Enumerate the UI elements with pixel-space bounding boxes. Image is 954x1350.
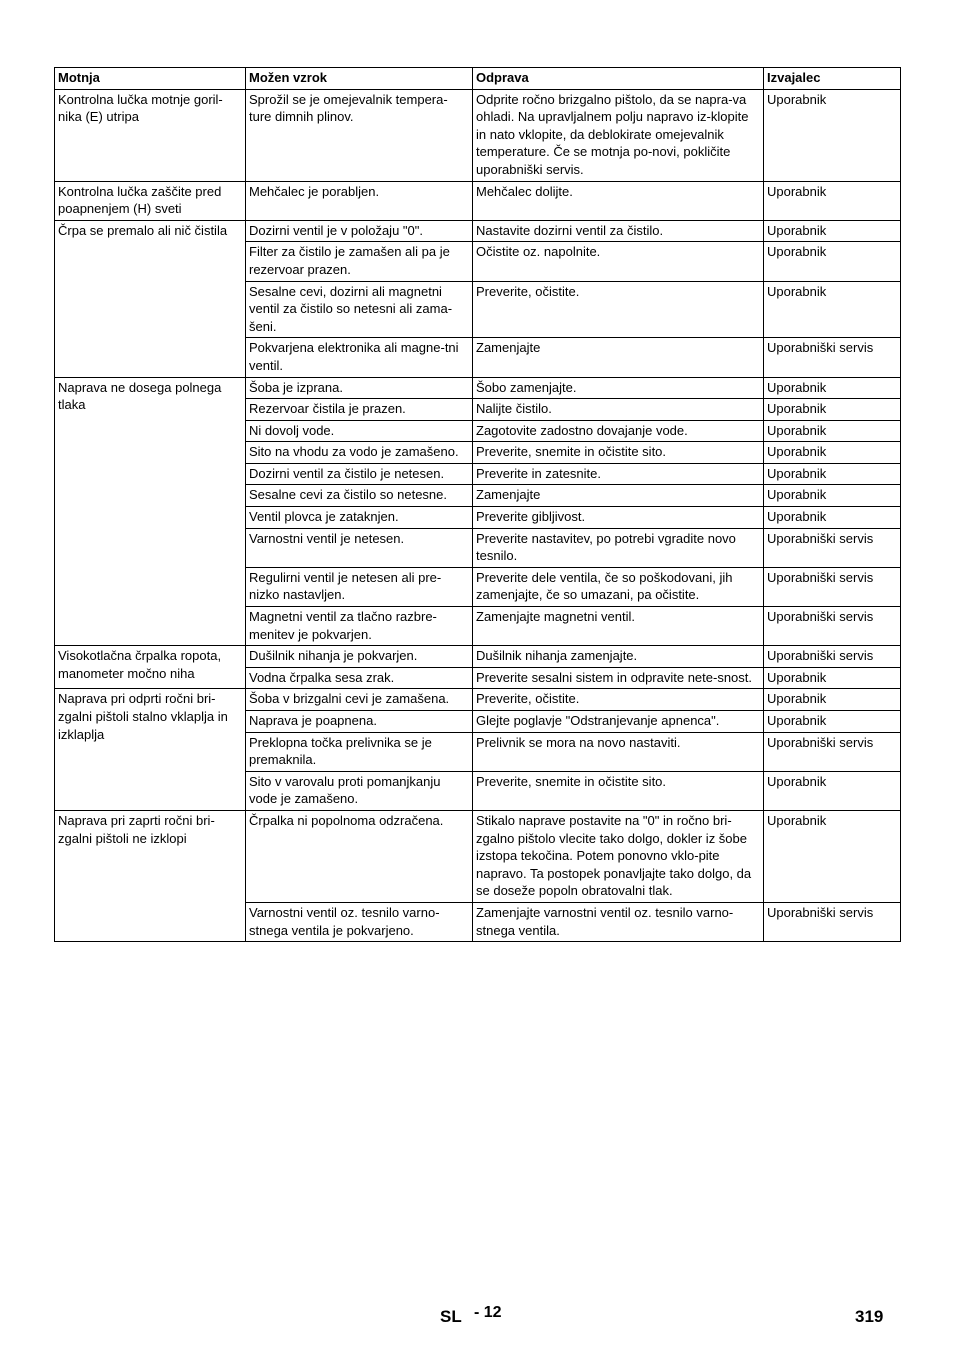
performed-by-cell: Uporabniški servis bbox=[764, 646, 901, 668]
cause-cell: Sprožil se je omejevalnik tempera-ture dimnih plinov. bbox=[246, 89, 473, 181]
cause-cell: Regulirni ventil je netesen ali pre-nizko nastavljen. bbox=[246, 567, 473, 606]
cause-cell: Ni dovolj vode. bbox=[246, 420, 473, 442]
symptom-cell: Kontrolna lučka motnje goril-nika (E) utripa bbox=[55, 89, 246, 181]
table-body bbox=[55, 89, 901, 942]
troubleshooting-table bbox=[54, 67, 901, 942]
performed-by-cell: Uporabnik bbox=[764, 89, 901, 181]
remedy-cell: Preverite sesalni sistem in odpravite nete-snost. bbox=[473, 667, 764, 689]
remedy-cell: Zamenjajte bbox=[473, 485, 764, 507]
performed-by-cell: Uporabnik bbox=[764, 507, 901, 529]
remedy-cell: Preverite gibljivost. bbox=[473, 507, 764, 529]
remedy-cell: Preverite, očistite. bbox=[473, 281, 764, 338]
cause-cell: Magnetni ventil za tlačno razbre-menitev je pokvarjen. bbox=[246, 607, 473, 646]
header-cause: Možen vzrok bbox=[246, 68, 473, 90]
header-remedy: Odprava bbox=[473, 68, 764, 90]
remedy-cell: Zagotovite zadostno dovajanje vode. bbox=[473, 420, 764, 442]
symptom-cell: Naprava ne dosega polnega tlaka bbox=[55, 377, 246, 646]
cause-cell: Šoba je izprana. bbox=[246, 377, 473, 399]
table-row bbox=[55, 377, 901, 399]
performed-by-cell: Uporabniški servis bbox=[764, 732, 901, 771]
cause-cell: Mehčalec je porabljen. bbox=[246, 181, 473, 220]
cause-cell: Sito na vhodu za vodo je zamašeno. bbox=[246, 442, 473, 464]
performed-by-cell: Uporabniški servis bbox=[764, 338, 901, 377]
cause-cell: Šoba v brizgalni cevi je zamašena. bbox=[246, 689, 473, 711]
remedy-cell: Nalijte čistilo. bbox=[473, 399, 764, 421]
symptom-cell: Naprava pri zaprti ročni bri-zgalni pištoli ne izklopi bbox=[55, 810, 246, 941]
cause-cell: Varnostni ventil oz. tesnilo varno-stnega ventila je pokvarjeno. bbox=[246, 902, 473, 941]
cause-cell: Ventil plovca je zataknjen. bbox=[246, 507, 473, 529]
table-row bbox=[55, 646, 901, 668]
remedy-cell: Očistite oz. napolnite. bbox=[473, 242, 764, 281]
cause-cell: Varnostni ventil je netesen. bbox=[246, 528, 473, 567]
remedy-cell: Zamenjajte bbox=[473, 338, 764, 377]
remedy-cell: Glejte poglavje "Odstranjevanje apnenca". bbox=[473, 711, 764, 733]
symptom-cell: Črpa se premalo ali nič čistila bbox=[55, 220, 246, 377]
cause-cell: Dušilnik nihanja je pokvarjen. bbox=[246, 646, 473, 668]
performed-by-cell: Uporabnik bbox=[764, 689, 901, 711]
cause-cell: Črpalka ni popolnoma odzračena. bbox=[246, 810, 473, 902]
performed-by-cell: Uporabnik bbox=[764, 242, 901, 281]
cause-cell: Sito v varovalu proti pomanjkanju vode je zamašeno. bbox=[246, 771, 473, 810]
remedy-cell: Odprite ročno brizgalno pištolo, da se napra-va ohladi. Na upravljalnem polju napravo iz-klopite in nato vklopite, da deblokirate omejevalnik temperature. Če se motnja po-novi, pokličite uporabniški servis. bbox=[473, 89, 764, 181]
cause-cell: Naprava je poapnena. bbox=[246, 711, 473, 733]
remedy-cell: Šobo zamenjajte. bbox=[473, 377, 764, 399]
performed-by-cell: Uporabnik bbox=[764, 771, 901, 810]
performed-by-cell: Uporabnik bbox=[764, 181, 901, 220]
remedy-cell: Preverite, snemite in očistite sito. bbox=[473, 771, 764, 810]
performed-by-cell: Uporabnik bbox=[764, 711, 901, 733]
table-row bbox=[55, 181, 901, 220]
performed-by-cell: Uporabnik bbox=[764, 420, 901, 442]
performed-by-cell: Uporabnik bbox=[764, 810, 901, 902]
remedy-cell: Stikalo naprave postavite na "0" in ročno bri-zgalno pištolo vlecite tako dolgo, dokler iz šobe izstopa tekočina. Potem ponovno vklo-pite napravo. Ta postopek ponavljajte tako dolgo, da se doseže popoln obratovalni tlak. bbox=[473, 810, 764, 902]
cause-cell: Vodna črpalka sesa zrak. bbox=[246, 667, 473, 689]
cause-cell: Rezervoar čistila je prazen. bbox=[246, 399, 473, 421]
symptom-cell: Kontrolna lučka zaščite pred poapnenjem (H) sveti bbox=[55, 181, 246, 220]
header-performed-by: Izvajalec bbox=[764, 68, 901, 90]
cause-cell: Pokvarjena elektronika ali magne-tni ventil. bbox=[246, 338, 473, 377]
table-row bbox=[55, 689, 901, 711]
performed-by-cell: Uporabniški servis bbox=[764, 607, 901, 646]
header-row bbox=[55, 68, 901, 90]
cause-cell: Dozirni ventil za čistilo je netesen. bbox=[246, 463, 473, 485]
header-symptom: Motnja bbox=[55, 68, 246, 90]
symptom-cell: Visokotlačna črpalka ropota, manometer močno niha bbox=[55, 646, 246, 689]
performed-by-cell: Uporabniški servis bbox=[764, 567, 901, 606]
performed-by-cell: Uporabnik bbox=[764, 377, 901, 399]
performed-by-cell: Uporabnik bbox=[764, 281, 901, 338]
remedy-cell: Zamenjajte varnostni ventil oz. tesnilo varno-stnega ventila. bbox=[473, 902, 764, 941]
performed-by-cell: Uporabniški servis bbox=[764, 902, 901, 941]
remedy-cell: Preverite dele ventila, če so poškodovani, jih zamenjajte, če so umazani, pa očistite. bbox=[473, 567, 764, 606]
remedy-cell: Preverite, snemite in očistite sito. bbox=[473, 442, 764, 464]
remedy-cell: Prelivnik se mora na novo nastaviti. bbox=[473, 732, 764, 771]
symptom-cell: Naprava pri odprti ročni bri-zgalni pištoli stalno vklaplja in izklaplja bbox=[55, 689, 246, 811]
table-header bbox=[55, 68, 901, 90]
page-number: 319 bbox=[855, 1307, 884, 1326]
cause-cell: Sesalne cevi, dozirni ali magnetni ventil za čistilo so netesni ali zama-šeni. bbox=[246, 281, 473, 338]
cause-cell: Filter za čistilo je zamašen ali pa je rezervoar prazen. bbox=[246, 242, 473, 281]
performed-by-cell: Uporabnik bbox=[764, 485, 901, 507]
table-row bbox=[55, 220, 901, 242]
remedy-cell: Zamenjajte magnetni ventil. bbox=[473, 607, 764, 646]
cause-cell: Preklopna točka prelivnika se je premaknila. bbox=[246, 732, 473, 771]
performed-by-cell: Uporabnik bbox=[764, 399, 901, 421]
performed-by-cell: Uporabniški servis bbox=[764, 528, 901, 567]
performed-by-cell: Uporabnik bbox=[764, 442, 901, 464]
remedy-cell: Mehčalec dolijte. bbox=[473, 181, 764, 220]
remedy-cell: Dušilnik nihanja zamenjajte. bbox=[473, 646, 764, 668]
cause-cell: Dozirni ventil je v položaju "0". bbox=[246, 220, 473, 242]
language-code: SL bbox=[440, 1307, 462, 1326]
remedy-cell: Preverite, očistite. bbox=[473, 689, 764, 711]
table-row bbox=[55, 89, 901, 181]
cause-cell: Sesalne cevi za čistilo so netesne. bbox=[246, 485, 473, 507]
performed-by-cell: Uporabnik bbox=[764, 220, 901, 242]
remedy-cell: Preverite in zatesnite. bbox=[473, 463, 764, 485]
section-page-number: - 12 bbox=[474, 1304, 502, 1321]
performed-by-cell: Uporabnik bbox=[764, 667, 901, 689]
performed-by-cell: Uporabnik bbox=[764, 463, 901, 485]
table-row bbox=[55, 810, 901, 902]
remedy-cell: Preverite nastavitev, po potrebi vgradite novo tesnilo. bbox=[473, 528, 764, 567]
remedy-cell: Nastavite dozirni ventil za čistilo. bbox=[473, 220, 764, 242]
